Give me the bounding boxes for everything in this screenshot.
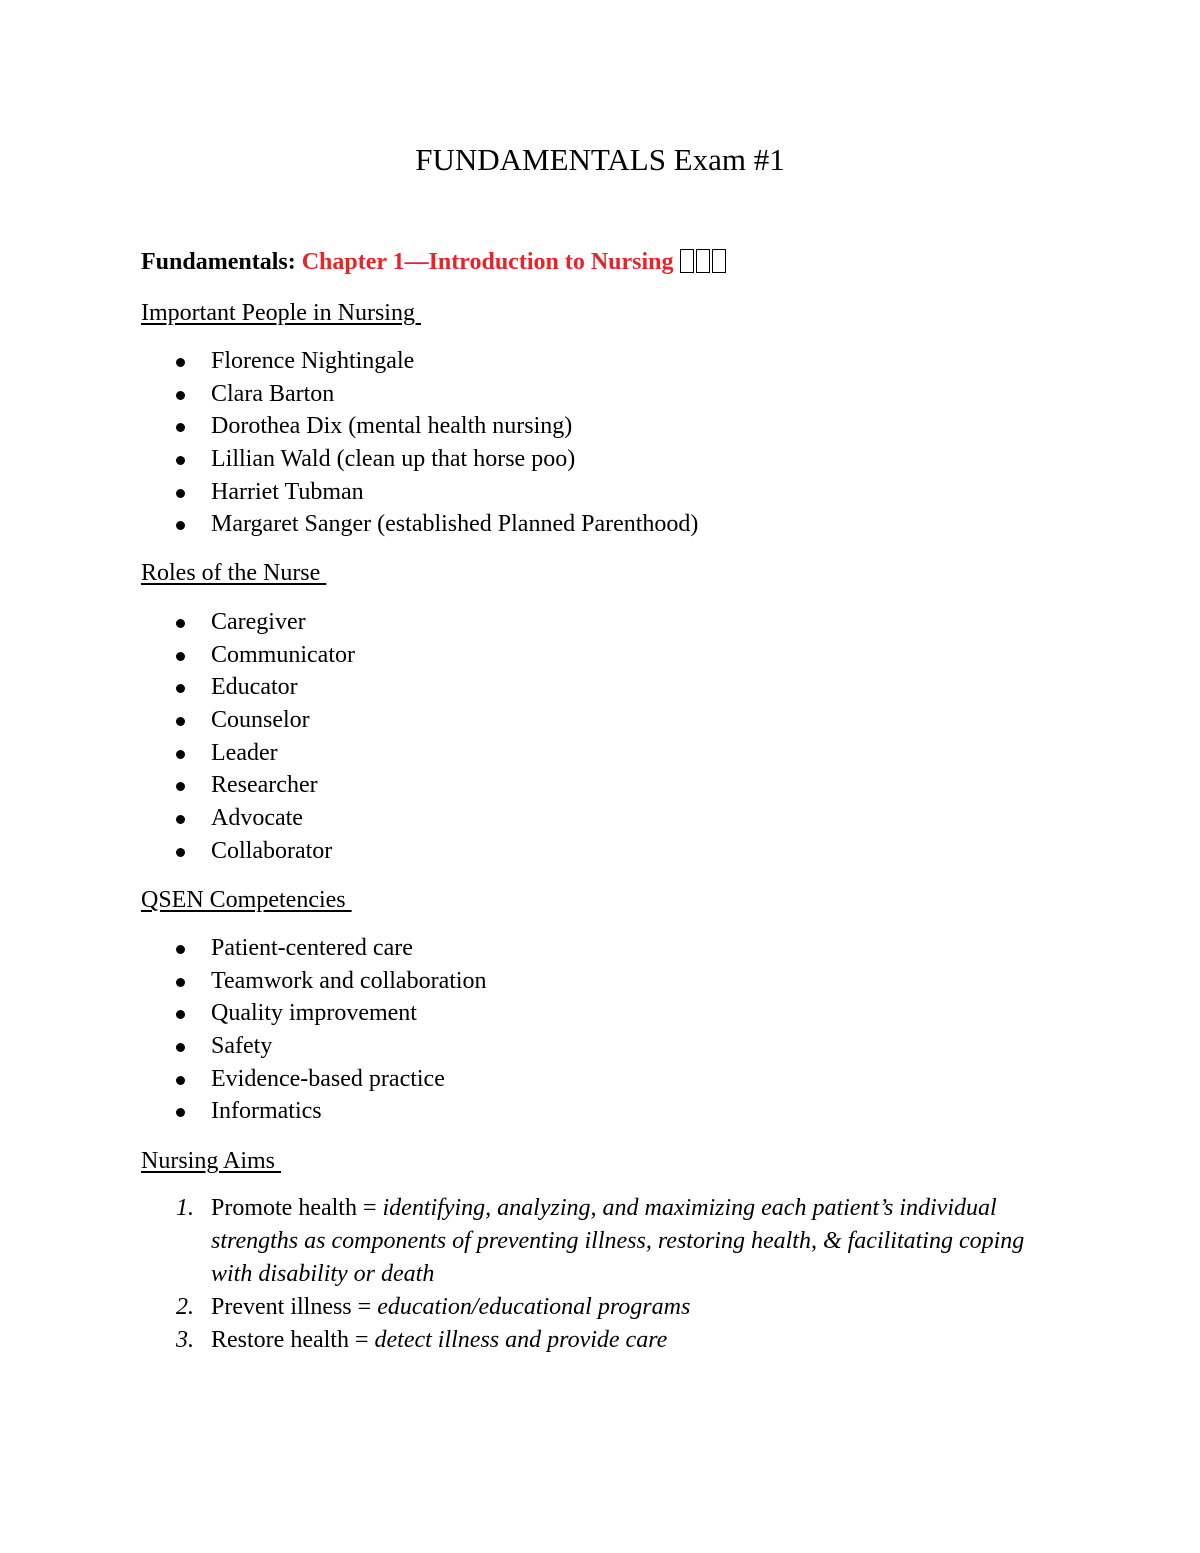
bullet-icon (176, 358, 185, 367)
bullet-icon (176, 652, 185, 661)
list-item: Educator (141, 671, 1041, 704)
bullet-icon (176, 978, 185, 987)
list-item: Researcher (141, 769, 1041, 802)
missing-glyph-box (712, 249, 726, 273)
people-list (141, 345, 1041, 541)
bullet-icon (176, 945, 185, 954)
aims-list (141, 1192, 1041, 1357)
list-item: Collaborator (141, 835, 1041, 868)
list-item: Caregiver (141, 606, 1041, 639)
aim-term: Restore health (211, 1327, 349, 1353)
chapter-title: Chapter 1—Introduction to Nursing (301, 249, 674, 275)
bullet-icon (176, 1108, 185, 1117)
list-number: 3. (176, 1327, 194, 1353)
bullet-icon (176, 456, 185, 465)
list-item: Harriet Tubman (141, 476, 1041, 509)
section-heading-roles: Roles of the Nurse (141, 560, 327, 586)
list-item: Safety (141, 1030, 1041, 1063)
bullet-icon (176, 717, 185, 726)
list-item: Dorothea Dix (mental health nursing) (141, 410, 1041, 443)
list-number: 1. (176, 1195, 194, 1221)
section-heading-people: Important People in Nursing (141, 300, 421, 326)
bullet-icon (176, 782, 185, 791)
list-item: Clara Barton (141, 378, 1041, 411)
list-item: Lillian Wald (clean up that horse poo) (141, 443, 1041, 476)
aim-definition: detect illness and provide care (374, 1327, 668, 1353)
bullet-icon (176, 423, 185, 432)
list-item: Florence Nightingale (141, 345, 1041, 378)
aim-definition: identifying, analyzing, and maximizing each patient’s individual strengths as components of preventing illness, restoring health, & facilitating coping with disability or death (211, 1195, 1025, 1287)
list-item: Quality improvement (141, 997, 1041, 1030)
aim-term: Prevent illness (211, 1294, 352, 1320)
list-item: 1. Promote health = identifying, analyzing, and maximizing each patient’s individual strengths as components of preventing illness, restoring health, & facilitating coping with disability or death (141, 1192, 1041, 1291)
bullet-icon (176, 391, 185, 400)
chapter-line (141, 245, 728, 283)
list-item: Leader (141, 737, 1041, 770)
list-item: Evidence-based practice (141, 1063, 1041, 1096)
list-item: Communicator (141, 639, 1041, 672)
list-item: Advocate (141, 802, 1041, 835)
list-item: Counselor (141, 704, 1041, 737)
section-heading-aims: Nursing Aims (141, 1148, 282, 1174)
bullet-icon (176, 848, 185, 857)
roles-list (141, 606, 1041, 868)
qsen-list (141, 932, 1041, 1128)
bullet-icon (176, 750, 185, 759)
chapter-label: Fundamentals: (141, 249, 296, 275)
missing-glyph-boxes (680, 249, 728, 283)
bullet-icon (176, 815, 185, 824)
list-item: 2. Prevent illness = education/educational programs (141, 1291, 1041, 1324)
list-item: Margaret Sanger (established Planned Parenthood) (141, 508, 1041, 541)
aim-definition: education/educational programs (377, 1294, 691, 1320)
list-item: Patient-centered care (141, 932, 1041, 965)
bullet-icon (176, 521, 185, 530)
aim-term: Promote health (211, 1195, 357, 1221)
section-heading-qsen: QSEN Competencies (141, 887, 352, 913)
missing-glyph-box (696, 249, 710, 273)
list-item: Teamwork and collaboration (141, 965, 1041, 998)
missing-glyph-box (680, 249, 694, 273)
bullet-icon (176, 1010, 185, 1019)
page-title: FUNDAMENTALS Exam #1 (415, 142, 785, 177)
bullet-icon (176, 619, 185, 628)
list-item: 3. Restore health = detect illness and provide care (141, 1324, 1041, 1357)
bullet-icon (176, 489, 185, 498)
bullet-icon (176, 1076, 185, 1085)
list-number: 2. (176, 1294, 194, 1320)
bullet-icon (176, 1043, 185, 1052)
list-item: Informatics (141, 1095, 1041, 1128)
bullet-icon (176, 684, 185, 693)
